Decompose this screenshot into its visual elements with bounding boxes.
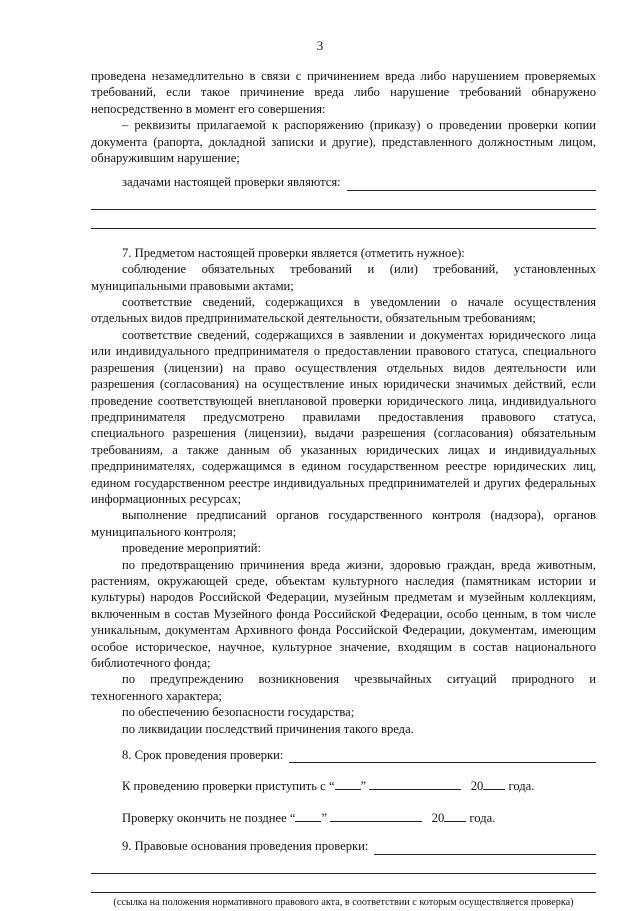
subject-option[interactable]: по обеспечению безопасности государства; <box>122 705 355 720</box>
paragraph: проведена незамедлительно в связи с причинением вреда либо нарушением проверяемых требований, если такое причинение вреда либо нарушение требований обнаружено непосредственно в момент его совершения: <box>91 69 596 116</box>
subject-option[interactable]: соблюдение обязательных требований и (или) требований, установленных муниципальными правовыми актами; <box>91 262 596 293</box>
term-field[interactable] <box>91 747 596 763</box>
open-quote: “ <box>328 779 335 794</box>
open-quote: “ <box>289 810 296 825</box>
end-month-field[interactable] <box>330 809 422 822</box>
year-prefix: 20 <box>431 810 445 825</box>
tasks-blank-line[interactable] <box>347 177 596 191</box>
subject-option[interactable]: соответствие сведений, содержащихся в заявлении и документах юридического лица или индивидуального предпринимателя о предоставлении правового статуса, специального разрешения (лицензии) на право осуществления отдельных видов деятельности или разрешения (согласования) на осуществление иных юридически значимых действий, если проведение соответствующей внеплановой проверки юридического лица, индивидуального предпринимателя предусмотрено правилами предоставления правового статуса, специального разрешения (лицензии), выдачи разрешения (согласования) обязательным требованиям, а также данным об указанных юридических лицах и индивидуальных предпринимателях, содержащимся в едином государственном реестре юридических лиц, едином государственном реестре индивидуальных предпринимателей и других федеральных информационных ресурсах; <box>91 327 596 506</box>
start-month-field[interactable] <box>369 777 461 790</box>
legal-basis-blank-line-3[interactable] <box>91 874 596 893</box>
document-body <box>91 68 596 911</box>
subject-option[interactable]: по ликвидации последствий причинения такого вреда. <box>122 721 414 736</box>
year-prefix: 20 <box>470 779 484 794</box>
close-quote: ” <box>321 810 328 825</box>
start-year-field[interactable] <box>483 777 505 790</box>
end-label: Проверку окончить не позднее <box>122 810 287 825</box>
year-suffix: года. <box>508 779 535 794</box>
tasks-blank-line-3[interactable] <box>91 210 596 229</box>
legal-basis-caption: (ссылка на положения нормативного правового акта, в соответствии с которым осуществляется проверка) <box>113 896 574 908</box>
paragraph: – реквизиты прилагаемой к распоряжению (приказу) о проведении проверки копии документа (рапорта, докладной записки и другие), представленного должностным лицом, обнаружившим нарушение; <box>91 118 596 166</box>
legal-basis-label: 9. Правовые основания проведения проверки: <box>122 839 369 854</box>
start-label: К проведению проверки приступить с <box>122 779 326 794</box>
legal-basis-field[interactable] <box>91 838 596 854</box>
close-quote: ” <box>360 779 367 794</box>
page-number: 3 <box>316 38 324 53</box>
subject-option[interactable]: соответствие сведений, содержащихся в уведомлении о начале осуществления отдельных видов предпринимательской деятельности, обязательным требованиям; <box>91 295 596 326</box>
legal-basis-blank-line[interactable] <box>374 841 596 855</box>
end-date-line <box>91 809 596 826</box>
term-blank-line[interactable] <box>289 749 596 763</box>
tasks-label: задачами настоящей проверки являются: <box>122 175 341 190</box>
tasks-blank-line-2[interactable] <box>91 191 596 210</box>
subject-option[interactable]: проведение мероприятий: <box>122 541 262 556</box>
subject-heading: 7. Предметом настоящей проверки является (отметить нужное): <box>122 245 465 260</box>
subject-option[interactable]: выполнение предписаний органов государственного контроля (надзора), органов муниципального контроля; <box>91 508 596 539</box>
legal-basis-blank-line-2[interactable] <box>91 855 596 874</box>
subject-option[interactable]: по предупреждению возникновения чрезвычайных ситуаций природного и техногенного характера; <box>91 672 596 703</box>
end-year-field[interactable] <box>444 809 466 822</box>
year-suffix: года. <box>469 810 496 825</box>
start-date-line <box>91 777 596 794</box>
end-day-field[interactable] <box>295 809 321 822</box>
start-day-field[interactable] <box>335 777 361 790</box>
term-label: 8. Срок проведения проверки: <box>122 748 284 763</box>
tasks-field[interactable] <box>91 174 596 190</box>
subject-option[interactable]: по предотвращению причинения вреда жизни, здоровью граждан, вреда животным, растениям, окружающей среде, объектам культурного наследия (памятникам истории и культуры) народов Российской Федерации, музейным предметам и музейным коллекциям, включенным в состав Музейного фонда Российской Федерации, особо ценным, в том числе уникальным, документам Архивного фонда Российской Федерации, документам, имеющим особое историческое, научное, культурное значение, входящим в состав национального библиотечного фонда; <box>91 557 596 670</box>
